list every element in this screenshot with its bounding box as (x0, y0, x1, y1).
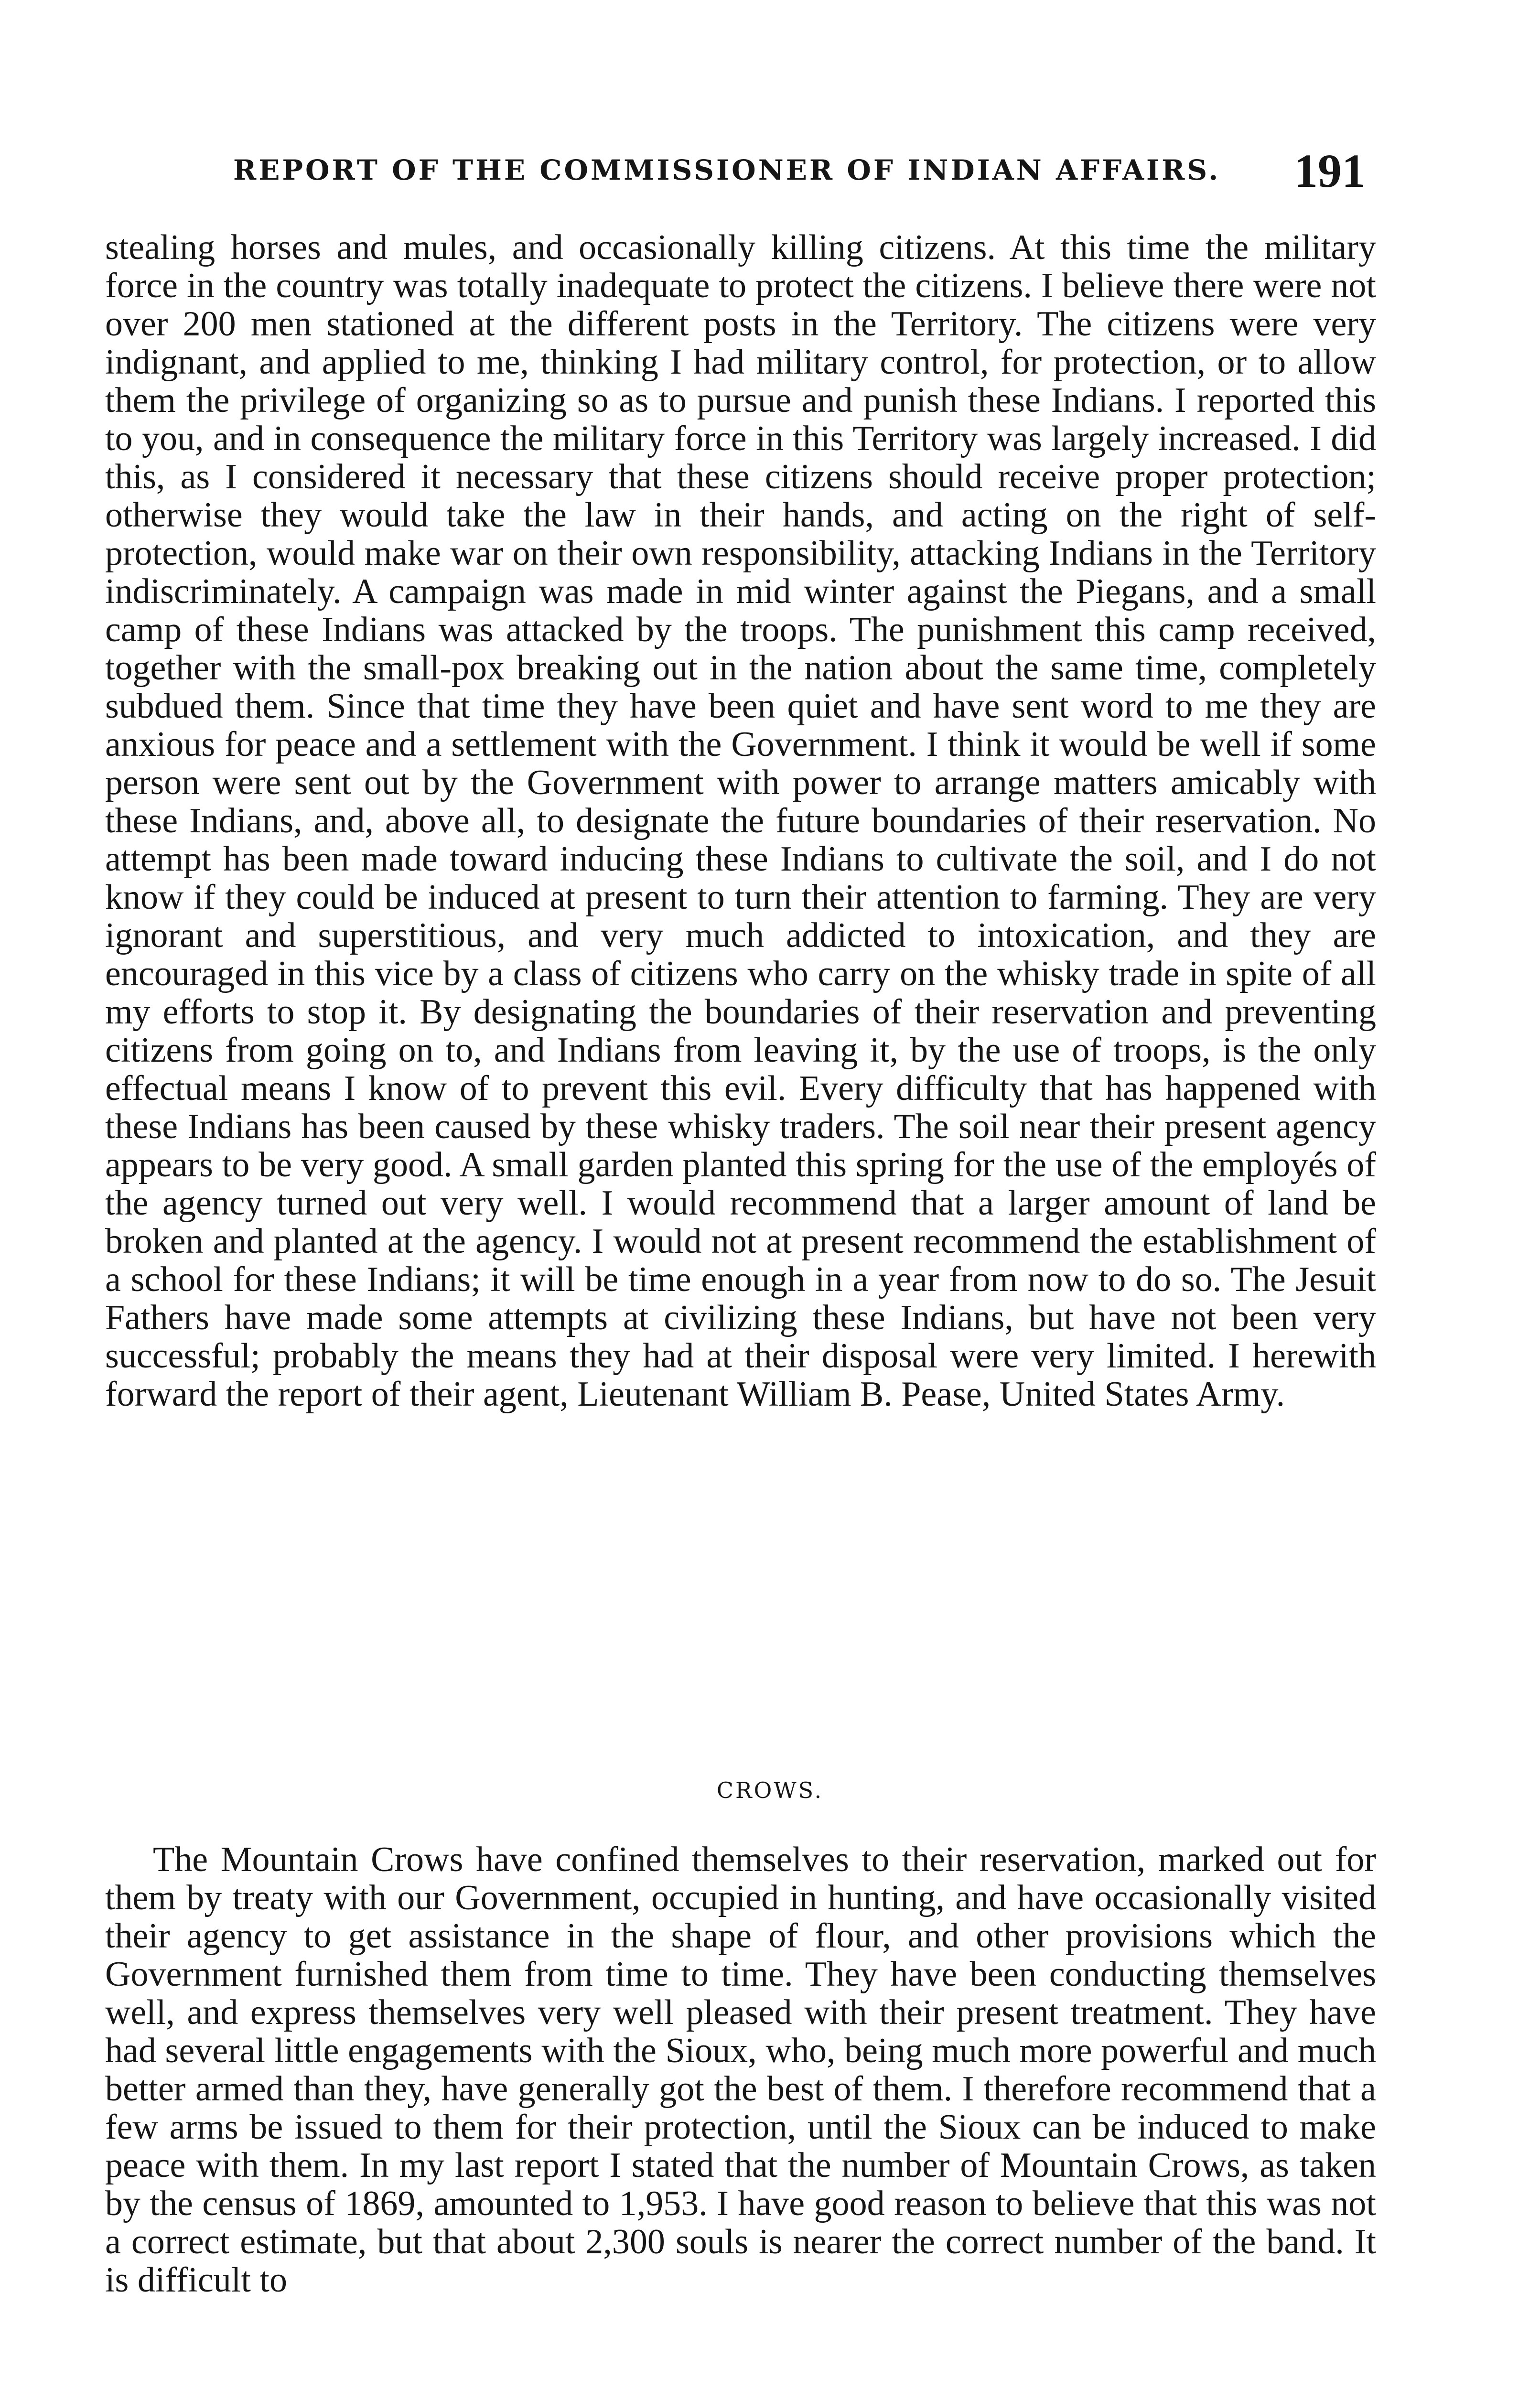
body-section-crows (105, 1840, 1376, 2299)
page-header (233, 143, 1366, 201)
paragraph-crows: The Mountain Crows have confined themselves to their reservation, marked out for them by treaty with our Government, occupied in hunting, and have occasionally visited their agency to get assistance in the shape of flour, and other provisions which the Government furnished them from time to time. They have been conducting themselves well, and express themselves very well pleased with their present treatment. They have had several little engagements with the Sioux, who, being much more powerful and much better armed than they, have generally got the best of them. I therefore recommend that a few arms be issued to them for their protection, until the Sioux can be induced to make peace with them. In my last report I stated that the number of Mountain Crows, as taken by the census of 1869, amounted to 1,953. I have good reason to believe that this was not a correct estimate, but that about 2,300 souls is nearer the correct number of the band. It is difficult to (105, 1840, 1376, 2300)
running-head: REPORT OF THE COMMISSIONER OF INDIAN AFFAIRS. (233, 154, 1221, 186)
body-section-continued (105, 228, 1376, 1413)
section-heading-crows: CROWS. (716, 1777, 824, 1803)
page-number: 191 (1294, 144, 1366, 197)
paragraph-continued: stealing horses and mules, and occasionally killing citizens. At this time the military force in the country was totally inadequate to protect the citizens. I believe there were not over 200 men stationed at the different posts in the Territory. The citizens were very indignant, and applied to me, thinking I had military control, for protection, or to allow them the privilege of organizing so as to pursue and punish these Indians. I reported this to you, and in consequence the military force in this Territory was largely increased. I did this, as I considered it necessary that these citizens should receive proper protection; otherwise they would take the law in their hands, and acting on the right of self-protection, would make war on their own responsibility, attacking Indians in the Territory indiscriminately. A campaign was made in mid winter against the Piegans, and a small camp of these Indians was attacked by the troops. The punishment this camp received, together with the small-pox breaking out in the nation about the same time, completely subdued them. Since that time they have been quiet and have sent word to me they are anxious for peace and a settlement with the Government. I think it would be well if some person were sent out by the Government with power to arrange matters amicably with these Indians, and, above all, to designate the future boundaries of their reservation. No attempt has been made toward inducing these Indians to cultivate the soil, and I do not know if they could be induced at present to turn their attention to farming. They are very ignorant and superstitious, and very much addicted to intoxication, and they are encouraged in this vice by a class of citizens who carry on the whisky trade in spite of all my efforts to stop it. By designating the boundaries of their reservation and preventing citizens from going on to, and Indians from leaving it, by the use of troops, is the only effectual means I know of to prevent this evil. Every difficulty that has happened with these Indians has been caused by these whisky traders. The soil near their present agency appears to be very good. A small garden planted this spring for the use of the employés of the agency turned out very well. I would recommend that a larger amount of land be broken and planted at the agency. I would not at present recommend the establishment of a school for these Indians; it will be time enough in a year from now to do so. The Jesuit Fathers have made some attempts at civilizing these Indians, but have not been very successful; probably the means they had at their disposal were very limited. I herewith forward the report of their agent, Lieutenant William B. Pease, United States Army. (105, 228, 1376, 1414)
